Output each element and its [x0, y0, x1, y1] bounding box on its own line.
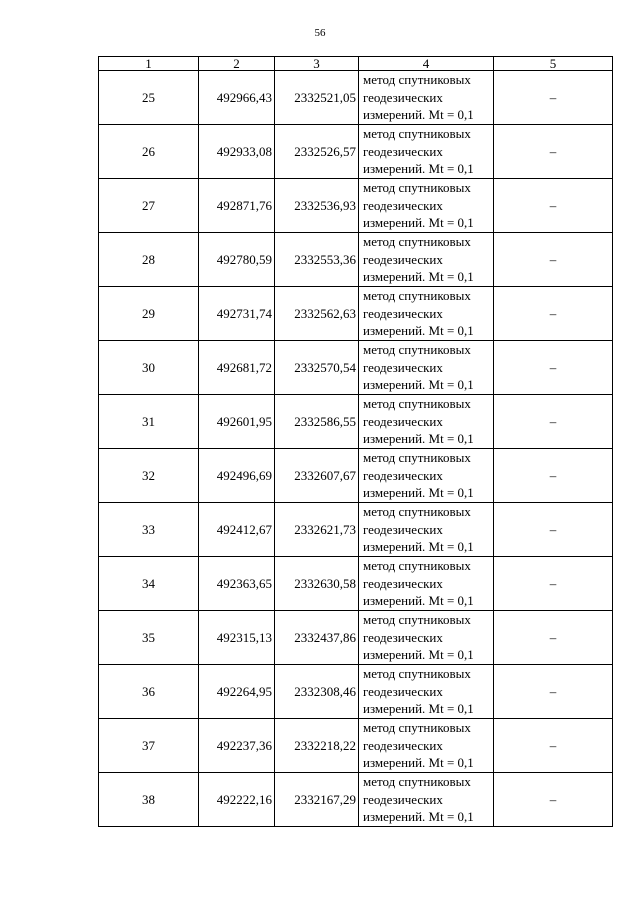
method-cell: метод спутниковых геодезических измерений. Mt = 0,1	[359, 557, 494, 611]
y-coordinate-cell: 2332607,67	[275, 449, 359, 503]
point-number-cell: 30	[99, 341, 199, 395]
point-number-cell: 33	[99, 503, 199, 557]
table-header-row	[99, 57, 613, 71]
y-coordinate-cell: 2332167,29	[275, 773, 359, 827]
table-row	[99, 449, 613, 503]
point-number-cell: 29	[99, 287, 199, 341]
note-cell: –	[494, 449, 613, 503]
point-number-cell: 35	[99, 611, 199, 665]
note-cell: –	[494, 557, 613, 611]
x-coordinate-cell: 492601,95	[199, 395, 275, 449]
point-number-cell: 26	[99, 125, 199, 179]
point-number-cell: 28	[99, 233, 199, 287]
x-coordinate-cell: 492412,67	[199, 503, 275, 557]
note-cell: –	[494, 773, 613, 827]
x-coordinate-cell: 492731,74	[199, 287, 275, 341]
note-cell: –	[494, 719, 613, 773]
column-header-3: 3	[275, 57, 359, 71]
note-cell: –	[494, 503, 613, 557]
note-cell: –	[494, 611, 613, 665]
point-number-cell: 34	[99, 557, 199, 611]
point-number-cell: 36	[99, 665, 199, 719]
method-cell: метод спутниковых геодезических измерений. Mt = 0,1	[359, 341, 494, 395]
page-number: 56	[314, 27, 326, 39]
column-header-1: 1	[99, 57, 199, 71]
x-coordinate-cell: 492237,36	[199, 719, 275, 773]
method-cell: метод спутниковых геодезических измерений. Mt = 0,1	[359, 773, 494, 827]
y-coordinate-cell: 2332630,58	[275, 557, 359, 611]
y-coordinate-cell: 2332308,46	[275, 665, 359, 719]
method-cell: метод спутниковых геодезических измерений. Mt = 0,1	[359, 125, 494, 179]
point-number-cell: 32	[99, 449, 199, 503]
table-row	[99, 611, 613, 665]
note-cell: –	[494, 71, 613, 125]
table-row	[99, 395, 613, 449]
note-cell: –	[494, 665, 613, 719]
note-cell: –	[494, 233, 613, 287]
method-cell: метод спутниковых геодезических измерений. Mt = 0,1	[359, 233, 494, 287]
table-row	[99, 773, 613, 827]
table-row	[99, 503, 613, 557]
y-coordinate-cell: 2332586,55	[275, 395, 359, 449]
column-header-5: 5	[494, 57, 613, 71]
table-row	[99, 287, 613, 341]
table-row	[99, 125, 613, 179]
point-number-cell: 25	[99, 71, 199, 125]
table-row	[99, 719, 613, 773]
point-number-cell: 31	[99, 395, 199, 449]
point-number-cell: 38	[99, 773, 199, 827]
x-coordinate-cell: 492871,76	[199, 179, 275, 233]
x-coordinate-cell: 492780,59	[199, 233, 275, 287]
x-coordinate-cell: 492966,43	[199, 71, 275, 125]
note-cell: –	[494, 179, 613, 233]
note-cell: –	[494, 395, 613, 449]
x-coordinate-cell: 492496,69	[199, 449, 275, 503]
y-coordinate-cell: 2332536,93	[275, 179, 359, 233]
x-coordinate-cell: 492363,65	[199, 557, 275, 611]
note-cell: –	[494, 341, 613, 395]
note-cell: –	[494, 287, 613, 341]
table-row	[99, 557, 613, 611]
table-row	[99, 179, 613, 233]
x-coordinate-cell: 492264,95	[199, 665, 275, 719]
y-coordinate-cell: 2332437,86	[275, 611, 359, 665]
method-cell: метод спутниковых геодезических измерений. Mt = 0,1	[359, 179, 494, 233]
column-header-2: 2	[199, 57, 275, 71]
method-cell: метод спутниковых геодезических измерений. Mt = 0,1	[359, 449, 494, 503]
table-row	[99, 341, 613, 395]
table-row	[99, 233, 613, 287]
y-coordinate-cell: 2332526,57	[275, 125, 359, 179]
method-cell: метод спутниковых геодезических измерений. Mt = 0,1	[359, 665, 494, 719]
y-coordinate-cell: 2332562,63	[275, 287, 359, 341]
x-coordinate-cell: 492933,08	[199, 125, 275, 179]
y-coordinate-cell: 2332553,36	[275, 233, 359, 287]
method-cell: метод спутниковых геодезических измерений. Mt = 0,1	[359, 71, 494, 125]
table-body	[99, 71, 613, 827]
y-coordinate-cell: 2332218,22	[275, 719, 359, 773]
method-cell: метод спутниковых геодезических измерений. Mt = 0,1	[359, 503, 494, 557]
table-row	[99, 665, 613, 719]
point-number-cell: 37	[99, 719, 199, 773]
method-cell: метод спутниковых геодезических измерений. Mt = 0,1	[359, 395, 494, 449]
y-coordinate-cell: 2332570,54	[275, 341, 359, 395]
x-coordinate-cell: 492681,72	[199, 341, 275, 395]
table-row	[99, 71, 613, 125]
point-number-cell: 27	[99, 179, 199, 233]
x-coordinate-cell: 492315,13	[199, 611, 275, 665]
method-cell: метод спутниковых геодезических измерений. Mt = 0,1	[359, 719, 494, 773]
note-cell: –	[494, 125, 613, 179]
column-header-4: 4	[359, 57, 494, 71]
method-cell: метод спутниковых геодезических измерений. Mt = 0,1	[359, 287, 494, 341]
coordinates-table	[98, 56, 613, 827]
y-coordinate-cell: 2332521,05	[275, 71, 359, 125]
y-coordinate-cell: 2332621,73	[275, 503, 359, 557]
x-coordinate-cell: 492222,16	[199, 773, 275, 827]
method-cell: метод спутниковых геодезических измерений. Mt = 0,1	[359, 611, 494, 665]
